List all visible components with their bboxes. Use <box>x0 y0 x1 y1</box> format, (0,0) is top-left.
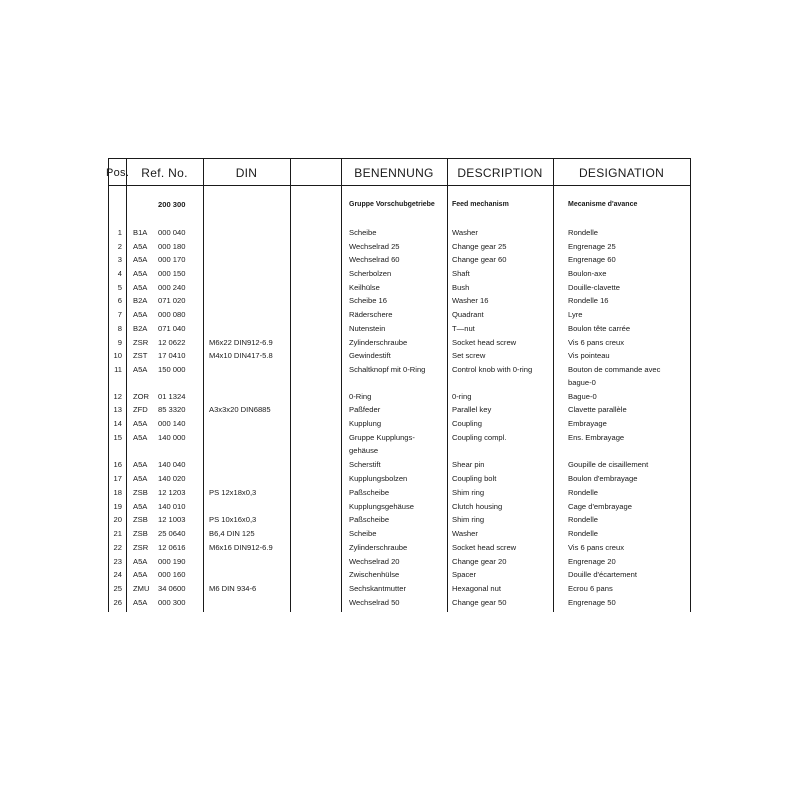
row-description: Control knob with 0-ring <box>452 365 533 374</box>
row-benennung: Paßfeder <box>349 405 381 414</box>
row-ref-code: ZSB <box>133 488 148 497</box>
row-designation: Bague-0 <box>568 392 597 401</box>
row-ref-number: 150 000 <box>158 365 186 374</box>
row-din: M4x10 DIN417-5.8 <box>209 351 273 360</box>
row-designation: Vis 6 pans creux <box>568 338 625 347</box>
row-ref-number: 000 040 <box>158 228 186 237</box>
row-ref-number: 17 0410 <box>158 351 186 360</box>
row-description: Shim ring <box>452 488 485 497</box>
row-ref-number: 000 160 <box>158 570 186 579</box>
row-ref-number: 140 010 <box>158 502 186 511</box>
col-divider <box>553 158 554 612</box>
row-designation: Cage d'embrayage <box>568 502 632 511</box>
row-description: Washer <box>452 529 478 538</box>
row-designation: Rondelle <box>568 515 598 524</box>
row-description: Washer <box>452 228 478 237</box>
col-divider <box>290 158 291 612</box>
col-divider <box>126 158 127 612</box>
row-pos: 13 <box>113 405 122 414</box>
row-designation: Clavette parallèle <box>568 405 627 414</box>
row-ref-code: A5A <box>133 283 148 292</box>
row-ref-code: B1A <box>133 228 148 237</box>
group-ref: 200 300 <box>158 200 186 209</box>
row-ref-number: 12 1003 <box>158 515 186 524</box>
row-designation: Douille d'écartement <box>568 570 637 579</box>
row-designation: Vis 6 pans creux <box>568 543 625 552</box>
row-pos: 22 <box>113 543 122 552</box>
row-pos: 2 <box>117 242 122 251</box>
row-description: Washer 16 <box>452 296 489 305</box>
row-pos: 17 <box>113 474 122 483</box>
row-designation: Rondelle <box>568 228 598 237</box>
row-description: T—nut <box>452 324 475 333</box>
group-designation: Mecanisme d'avance <box>568 201 638 208</box>
row-pos: 10 <box>113 351 122 360</box>
col-divider <box>690 158 691 612</box>
row-designation: Boulon tête carrée <box>568 324 631 333</box>
row-benennung: Gewindestift <box>349 351 391 360</box>
row-designation: Engrenage 20 <box>568 557 616 566</box>
row-designation: Boulon d'embrayage <box>568 474 638 483</box>
row-benennung: Wechselrad 60 <box>349 255 400 264</box>
row-din: B6,4 DIN 125 <box>209 529 255 538</box>
col-divider <box>203 158 204 612</box>
row-description: Spacer <box>452 570 477 579</box>
row-ref-number: 12 0616 <box>158 543 186 552</box>
row-ref-number: 12 1203 <box>158 488 186 497</box>
row-designation: Embrayage <box>568 419 607 428</box>
row-pos: 14 <box>113 419 122 428</box>
row-designation: Rondelle <box>568 488 598 497</box>
row-benennung: Paßscheibe <box>349 488 390 497</box>
group-benennung: Gruppe Vorschubgetriebe <box>349 201 435 208</box>
row-description: Coupling <box>452 419 482 428</box>
row-benennung: Zylinderschraube <box>349 338 408 347</box>
row-designation: Engrenage 25 <box>568 242 616 251</box>
row-benennung: 0-Ring <box>349 392 372 401</box>
row-benennung: Nutenstein <box>349 324 386 333</box>
row-ref-number: 000 240 <box>158 283 186 292</box>
row-benennung: Kupplungsbolzen <box>349 474 408 483</box>
row-description: Shear pin <box>452 460 485 469</box>
row-description: Clutch housing <box>452 502 503 511</box>
row-pos: 3 <box>117 255 122 264</box>
row-description: Quadrant <box>452 310 484 319</box>
row-benennung: Zwischenhülse <box>349 570 400 579</box>
row-description: Hexagonal nut <box>452 584 501 593</box>
row-ref-code: A5A <box>133 598 148 607</box>
row-ref-number: 071 020 <box>158 296 186 305</box>
header-description: DESCRIPTION <box>457 166 543 180</box>
row-designation: Rondelle 16 <box>568 296 609 305</box>
row-ref-code: A5A <box>133 570 148 579</box>
row-pos: 26 <box>113 598 122 607</box>
header-din: DIN <box>235 166 258 180</box>
row-benennung: Gruppe Kupplungs- <box>349 433 415 442</box>
row-description: Socket head screw <box>452 338 517 347</box>
row-ref-number: 34 0600 <box>158 584 186 593</box>
row-din: PS 12x18x0,3 <box>209 488 257 497</box>
header-ref-no: Ref. No. <box>141 166 188 180</box>
row-benennung: gehäuse <box>349 446 379 455</box>
row-description: Change gear 50 <box>452 598 507 607</box>
row-designation: Lyre <box>568 310 583 319</box>
row-pos: 20 <box>113 515 122 524</box>
row-ref-code: ZOR <box>133 392 150 401</box>
row-description: Parallel key <box>452 405 492 414</box>
row-benennung: Scherbolzen <box>349 269 392 278</box>
row-benennung: Zylinderschraube <box>349 543 408 552</box>
row-ref-number: 000 180 <box>158 242 186 251</box>
row-pos: 24 <box>113 570 122 579</box>
row-designation: Vis pointeau <box>568 351 610 360</box>
row-ref-number: 000 190 <box>158 557 186 566</box>
col-divider <box>341 158 342 612</box>
row-designation: Engrenage 60 <box>568 255 616 264</box>
row-description: Coupling bolt <box>452 474 497 483</box>
row-ref-number: 25 0640 <box>158 529 186 538</box>
row-description: Coupling compl. <box>452 433 507 442</box>
col-divider <box>447 158 448 612</box>
row-ref-code: A5A <box>133 269 148 278</box>
row-benennung: Räderschere <box>349 310 393 319</box>
row-description: 0-ring <box>452 392 472 401</box>
row-designation: Bouton de commande avec <box>568 365 661 374</box>
row-description: Set screw <box>452 351 486 360</box>
row-ref-code: B2A <box>133 324 148 333</box>
row-din: PS 10x16x0,3 <box>209 515 257 524</box>
row-designation: Goupille de cisaillement <box>568 460 649 469</box>
row-ref-number: 000 140 <box>158 419 186 428</box>
row-ref-number: 140 040 <box>158 460 186 469</box>
row-designation: Douille-clavette <box>568 283 620 292</box>
row-pos: 9 <box>117 338 122 347</box>
row-designation: Boulon-axe <box>568 269 607 278</box>
row-ref-code: A5A <box>133 557 148 566</box>
row-din: M6x22 DIN912-6.9 <box>209 338 273 347</box>
row-ref-code: ZSB <box>133 529 148 538</box>
header-bottom-rule <box>108 185 690 186</box>
row-pos: 25 <box>113 584 122 593</box>
row-description: Bush <box>452 283 470 292</box>
row-din: M6 DIN 934-6 <box>209 584 257 593</box>
row-description: Shaft <box>452 269 470 278</box>
row-description: Change gear 25 <box>452 242 507 251</box>
row-pos: 19 <box>113 502 122 511</box>
row-ref-code: A5A <box>133 242 148 251</box>
row-description: Shim ring <box>452 515 485 524</box>
row-ref-number: 000 150 <box>158 269 186 278</box>
row-designation: Rondelle <box>568 529 598 538</box>
row-ref-code: A5A <box>133 460 148 469</box>
row-ref-code: A5A <box>133 419 148 428</box>
row-description: Change gear 60 <box>452 255 507 264</box>
row-ref-number: 000 170 <box>158 255 186 264</box>
header-pos: Pos. <box>106 167 130 179</box>
row-pos: 1 <box>117 228 122 237</box>
row-ref-code: A5A <box>133 310 148 319</box>
row-benennung: Scheibe <box>349 529 377 538</box>
row-ref-code: A5A <box>133 433 148 442</box>
row-ref-code: ZSR <box>133 543 149 552</box>
row-ref-code: A5A <box>133 365 148 374</box>
row-ref-number: 85 3320 <box>158 405 186 414</box>
row-ref-number: 12 0622 <box>158 338 186 347</box>
row-ref-code: ZST <box>133 351 148 360</box>
row-ref-number: 140 000 <box>158 433 186 442</box>
row-benennung: Scheibe <box>349 228 377 237</box>
row-benennung: Wechselrad 25 <box>349 242 400 251</box>
row-pos: 16 <box>113 460 122 469</box>
row-pos: 8 <box>117 324 122 333</box>
row-benennung: Sechskantmutter <box>349 584 406 593</box>
header-designation: DESIGNATION <box>578 166 665 180</box>
row-benennung: Kupplung <box>349 419 382 428</box>
header-benennung: BENENNUNG <box>354 166 434 180</box>
row-ref-code: ZSB <box>133 515 148 524</box>
row-benennung: Keilhülse <box>349 283 380 292</box>
row-ref-number: 140 020 <box>158 474 186 483</box>
row-pos: 4 <box>117 269 122 278</box>
row-ref-code: ZMU <box>133 584 150 593</box>
row-din: M6x16 DIN912-6.9 <box>209 543 273 552</box>
row-benennung: Scherstift <box>349 460 381 469</box>
group-description: Feed mechanism <box>452 201 509 208</box>
row-designation: bague-0 <box>568 378 596 387</box>
row-pos: 5 <box>117 283 122 292</box>
row-pos: 12 <box>113 392 122 401</box>
row-designation: Ens. Embrayage <box>568 433 625 442</box>
row-benennung: Schaltknopf mit 0-Ring <box>349 365 426 374</box>
row-designation: Engrenage 50 <box>568 598 616 607</box>
row-ref-number: 000 300 <box>158 598 186 607</box>
row-benennung: Wechselrad 20 <box>349 557 400 566</box>
row-ref-code: A5A <box>133 474 148 483</box>
row-ref-code: ZSR <box>133 338 149 347</box>
table-top-rule <box>108 158 690 159</box>
row-pos: 15 <box>113 433 122 442</box>
row-ref-code: A5A <box>133 502 148 511</box>
row-designation: Ecrou 6 pans <box>568 584 613 593</box>
row-pos: 21 <box>113 529 122 538</box>
row-description: Change gear 20 <box>452 557 507 566</box>
row-pos: 18 <box>113 488 122 497</box>
row-benennung: Kupplungsgehäuse <box>349 502 415 511</box>
row-ref-code: A5A <box>133 255 148 264</box>
row-pos: 11 <box>114 365 122 374</box>
row-benennung: Wechselrad 50 <box>349 598 400 607</box>
row-pos: 23 <box>113 557 122 566</box>
row-pos: 6 <box>117 296 122 305</box>
row-pos: 7 <box>117 310 122 319</box>
row-ref-number: 071 040 <box>158 324 186 333</box>
row-din: A3x3x20 DIN6885 <box>209 405 271 414</box>
row-benennung: Scheibe 16 <box>349 296 387 305</box>
row-ref-code: B2A <box>133 296 148 305</box>
row-ref-code: ZFD <box>133 405 148 414</box>
row-ref-number: 000 080 <box>158 310 186 319</box>
row-description: Socket head screw <box>452 543 517 552</box>
row-ref-number: 01 1324 <box>158 392 186 401</box>
row-benennung: Paßscheibe <box>349 515 390 524</box>
